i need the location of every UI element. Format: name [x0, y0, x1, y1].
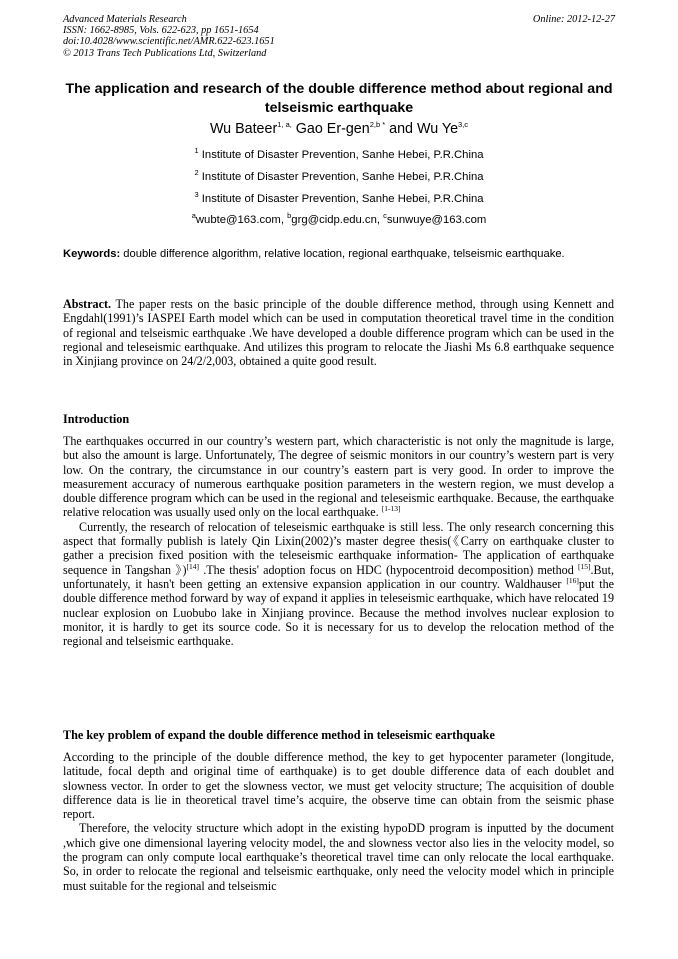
paragraph [63, 434, 614, 520]
author-superscript: 3,c [458, 120, 469, 130]
email-line [63, 211, 615, 226]
introduction-body [63, 434, 614, 648]
paragraph [63, 520, 614, 649]
paragraph-text: .But, unfortunately, it hasn't been getting an extensive expansion application in our country. Waldhauser [63, 562, 614, 591]
affiliation-3 [63, 190, 615, 205]
affiliation-2 [63, 168, 615, 183]
paragraph: Therefore, the velocity structure which adopt in the existing hypoDD program is inputted by the document ,which give one dimensional layering velocity model, the and slowness vector also lies in the velocity model, so the program can only compute local earthquake’s theoretical travel time can only relocate the local earthquake. So, in order to relocate the regional and telseismic earthquake, only need the velocity model which in principle must suitable for the regional and telseismic [63, 821, 614, 893]
paper-title: The application and research of the double difference method about regional and telseismic earthquake [65, 81, 613, 116]
abstract [63, 297, 614, 368]
email-address: sunwuye@163.com [386, 214, 487, 226]
paragraph-text: .The thesis' adoption focus on HDC (hypocentroid decomposition) method [199, 562, 578, 577]
paragraph-text: The earthquakes occurred in our country’s western part, which characteristic is not only the magnitude is large, but also the amount is large. Unfortunately, The degree of seismic monitors in our country’s western part is very low. On the contrary, the circumstance in our country’s eastern part is very good. In order to improve the measurement accuracy of numerous earthquake position parameters in the western region, we must develop a double difference program which can be used in the regional and teleseismic earthquake. Because, the earthquake relative relocation was usually used only on the local earthquake. [63, 434, 614, 520]
doi-line: doi:10.4028/www.scientific.net/AMR.622-623.1651 [63, 36, 275, 48]
affiliation-text: Institute of Disaster Prevention, Sanhe Hebei, P.R.China [198, 171, 484, 183]
affiliation-number: 2 [194, 168, 199, 178]
paragraph-text: Currently, the research of relocation of teleseismic earthquake is still less. The only research concerning this aspect that formally publish is lately Qin Lixin(2002)’s master degree thesis(《Carry on earthquake cluster to gather a precision fixed position with the teleseismic earthquake information- The application of earthquake sequence in Tangshan 》) [63, 519, 614, 577]
keywords-text: double difference algorithm, relative location, regional earthquake, telseismic earthquake. [120, 248, 565, 260]
affiliation-text: Institute of Disaster Prevention, Sanhe Hebei, P.R.China [198, 193, 484, 205]
abstract-label: Abstract. [63, 297, 112, 311]
email-address: grg@cidp.edu.cn, [291, 214, 384, 226]
affiliation-number: 1 [194, 146, 199, 156]
section-body [63, 750, 614, 893]
email-superscript: a [191, 211, 196, 221]
citation: [1-13] [381, 504, 401, 514]
online-date: Online: 2012-12-27 [532, 14, 615, 25]
citation: [14] [186, 561, 199, 571]
issn-line: ISSN: 1662-8985, Vols. 622-623, pp 1651-1654 [63, 25, 259, 37]
author-superscript: 1, a, [277, 120, 292, 130]
keywords-label: Keywords: [63, 248, 121, 260]
affiliation-1 [63, 146, 615, 161]
email-superscript: b [287, 211, 292, 221]
author-name: Wu Bateer [209, 121, 278, 137]
section-heading: The key problem of expand the double difference method in teleseismic earthquake [63, 728, 495, 742]
author-superscript: 2,b * [369, 120, 386, 130]
paragraph-text: put the double difference method forward by way of expand it applies in teleseismic earthquake, which have relocated 19 nuclear explosion on Luobubo lake in Xinjiang province. Because the method involves nuclear explosion to monitor, it is hardly to get its source code. So it is necessary for us to develop the relocation method of the regional and telseismic earthquake. [63, 576, 614, 649]
email-address: wubte@163.com, [195, 214, 288, 226]
affiliation-number: 3 [194, 190, 199, 200]
author-list [63, 121, 615, 137]
copyright-line: © 2013 Trans Tech Publications Ltd, Switzerland [63, 47, 267, 59]
abstract-text: The paper rests on the basic principle of the double difference method, through using Kennett and Engdahl(1991)’s IASPEI Earth model which can be used in computation theoretical travel time in the condition of regional and telseismic earthquake .We have developed a double difference program which can be used in the regional and teleseismic earthquake. And utilizes this program to relocate the Jiashi Ms 6.8 earthquake sequence in Xinjiang province on 24/2/2,003, obtained a quite good result. [63, 297, 614, 369]
author-name: and Wu Ye [385, 121, 459, 137]
author-name: Gao Er-gen [291, 121, 370, 137]
paragraph: According to the principle of the double difference method, the key to get hypocenter parameter (longitude, latitude, focal depth and original time of earthquake) is to get double difference data of each doublet and slowness vector. In order to get the slowness vector, we must get velocity structure; The acquisition of double difference data is lie in theoretical travel time’s acquire, the observe time can obtain from the seismic phase report. [63, 750, 614, 822]
journal-name: Advanced Materials Research [63, 14, 187, 25]
email-superscript: c [383, 211, 387, 221]
citation: [15] [577, 561, 591, 571]
journal-header [63, 14, 275, 59]
affiliation-text: Institute of Disaster Prevention, Sanhe Hebei, P.R.China [198, 149, 484, 161]
citation: [16] [566, 575, 579, 585]
keywords [63, 248, 614, 261]
introduction-heading: Introduction [63, 412, 130, 426]
